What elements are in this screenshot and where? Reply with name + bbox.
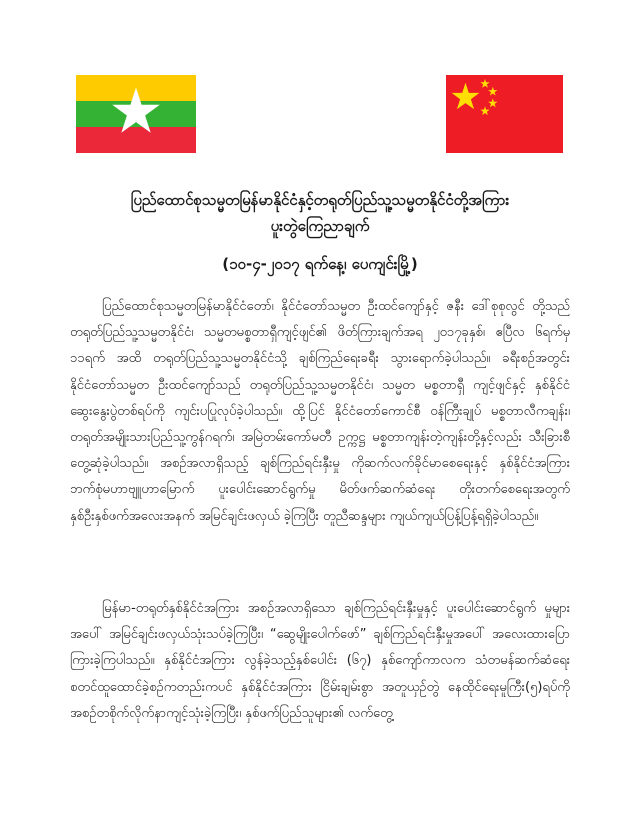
china-flag bbox=[446, 75, 563, 153]
china-flag-field bbox=[446, 75, 563, 153]
statement-date-location: (၁၀-၄-၂၀၁၇ ရက်နေ့၊ ပေကျင်းမြို့) bbox=[222, 255, 418, 273]
body-paragraph-2: မြန်မာ-တရုတ်နှစ်နိုင်ငံအကြား အစဉ်အလာရှိသော ချစ်ကြည်ရင်းနှီးမှုနှင့် ပူးပေါင်းဆောင်ရွက် မှုများအပေါ် အမြင်ချင်းဖလှယ်သုံးသပ်ခဲ့ကြပြီး၊ “ဆွေမျိုးပေါက်ဖော်” ချစ်ကြည်ရင်းနှီးမှုအပေါ် အလေးထားပြောကြားခဲ့ကြပါသည်။ နှစ်နိုင်ငံအကြား လွန်ခဲ့သည့်နှစ်ပေါင်း (၆၇) နှစ်ကျော်ကာလက သံတမန်ဆက်ဆံရေး စတင်ထူထောင်ခဲ့စဉ်ကတည်းကပင် နှစ်နိုင်ငံအကြား ငြိမ်းချမ်းစွာ အတူယှဉ်တွဲ နေထိုင်ရေးမူကြီး(၅)ရပ်ကို အစဉ်တစိုက်လိုက်နာကျင့်သုံးခဲ့ကြပြီး၊ နှစ်ဖက်ပြည်သူများ၏ လက်တွေ့ bbox=[70, 601, 570, 721]
myanmar-flag-red-band bbox=[76, 127, 196, 153]
body-paragraph-1: ပြည်ထောင်စုသမ္မတမြန်မာနိုင်ငံတော်၊ နိုင်ငံတော်သမ္မတ ဦးထင်ကျော်နှင့် ဇနီး ဒေါ်စုစုလွင် တို့သည် တရုတ်ပြည်သူ့သမ္မတနိုင်ငံ၊ သမ္မတမစ္စတာရှီကျင့်ဖျင်၏ ဖိတ်ကြားချက်အရ ၂၀၁၇ခုနှစ်၊ ဧပြီလ ၆ရက်မှ ၁၁ရက် အထိ တရုတ်ပြည်သူ့သမ္မတနိုင်ငံသို့ ချစ်ကြည်ရေးခရီး သွားရောက်ခဲ့ပါသည်။ ခရီးစဉ်အတွင်း နိုင်ငံတော်သမ္မတ ဦးထင်ကျော်သည် တရုတ်ပြည်သူ့သမ္မတနိုင်ငံ၊ သမ္မတ မစ္စတာရှီ ကျင့်ဖျင်နှင့် နှစ်နိုင်ငံဆွေးနွေးပွဲတစ်ရပ်ကို ကျင်းပပြုလုပ်ခဲ့ပါသည်။ ထို့ပြင် နိုင်ငံတော်ကောင်စီ ဝန်ကြီးချုပ် မစ္စတာလီကချန်း၊ တရုတ်အမျိုးသားပြည်သူ့ကွန်ဂရက်၊ အမြဲတမ်းကော်မတီ ဥက္ကဋ္ဌ မစ္စတာကျန်းတဲ့ကျန်းတို့နှင့်လည်း သီးခြားစီ တွေ့ဆုံခဲ့ပါသည်။ အစဉ်အလာရှိသည့် ချစ်ကြည်ရင်းနှီးမှု ကိုဆက်လက်ခိုင်မာစေရေးနှင့် နှစ်နိုင်ငံအကြား ဘက်စုံမဟာဗျူဟာမြောက် ပူးပေါင်းဆောင်ရွက်မှု မိတ်ဖက်ဆက်ဆံရေး တိုးတက်စေရေးအတွက် နှစ်ဦးနှစ်ဖက်အလေးအနက် အမြင်ချင်းဖလှယ် ခဲ့ကြပြီး တူညီဆန္ဒများ ကျယ်ကျယ်ပြန့်ပြန့်ရရှိခဲ့ပါသည်။ bbox=[70, 299, 570, 524]
myanmar-flag bbox=[76, 75, 196, 153]
statement-subtitle: ပူးတွဲကြေညာချက် bbox=[270, 217, 370, 235]
statement-title: ပြည်ထောင်စုသမ္မတမြန်မာနိုင်ငံနှင့်တရုတ်ပြည်သူ့သမ္မတနိုင်ငံတို့အကြား bbox=[130, 191, 510, 209]
